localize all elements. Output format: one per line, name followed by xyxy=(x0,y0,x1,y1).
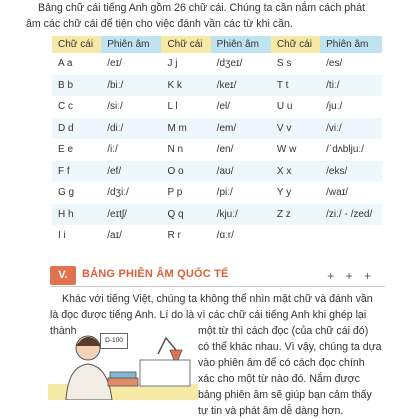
board-label: D-100 xyxy=(100,333,128,349)
phonetic-cell: /ˈdʌbljuː/ xyxy=(320,139,382,161)
table-row xyxy=(52,53,382,75)
letter-cell: N n xyxy=(161,139,210,161)
phonetic-cell: /siː/ xyxy=(101,96,161,118)
phonetic-cell: /ef/ xyxy=(101,161,161,183)
table-header-row xyxy=(52,36,382,53)
alphabet-table xyxy=(52,36,382,247)
section-number-badge: V. xyxy=(50,266,76,285)
student-illustration xyxy=(48,320,198,400)
phonetic-cell: /eks/ xyxy=(320,161,382,183)
letter-cell: M m xyxy=(161,118,210,140)
letter-cell: Q q xyxy=(161,204,210,226)
phonetic-cell: /ziː/ - /zed/ xyxy=(320,204,382,226)
letter-cell: D d xyxy=(52,118,101,140)
phonetic-cell: /aɪ/ xyxy=(101,225,161,247)
phonetic-cell: /el/ xyxy=(211,96,271,118)
phonetic-cell: /iː/ xyxy=(101,139,161,161)
header-phonetic-1: Phiên âm xyxy=(101,36,161,53)
letter-cell: J j xyxy=(161,53,210,75)
letter-cell: R r xyxy=(161,225,210,247)
phonetic-cell: /eɪ/ xyxy=(101,53,161,75)
table-row xyxy=(52,139,382,161)
letter-cell: F f xyxy=(52,161,101,183)
letter-cell: X x xyxy=(271,161,320,183)
letter-cell: A a xyxy=(52,53,101,75)
body-paragraph-1: Khác với tiếng Việt, chúng ta không thể nhìn mặt chữ và đánh vần là đọc được tiếng Anh. Lí do là vì các chữ cái tiếng Anh khi ghép lại thành xyxy=(50,293,373,337)
phonetic-cell: /es/ xyxy=(320,53,382,75)
letter-cell: L l xyxy=(161,96,210,118)
plus-decoration: + + + xyxy=(327,269,375,283)
table-row xyxy=(52,225,382,247)
section-title: BẢNG PHIÊN ÂM QUỐC TẾ xyxy=(82,268,229,280)
letter-cell: B b xyxy=(52,75,101,97)
body-paragraph-2: một từ thì cách đọc (của chữ cái đó) có thể khác nhau. Vì vậy, chúng ta dựa vào phiên âm để có cách đọc chính xác cho một từ nào đó. Nắm được bảng phiên âm sẽ giúp bạn cảm thấy tự tin và phát âm dễ dàng hơn. xyxy=(198,325,382,417)
header-letter-2: Chữ cái xyxy=(161,36,210,53)
header-letter-3: Chữ cái xyxy=(271,36,320,53)
phonetic-cell: /piː/ xyxy=(211,182,271,204)
table-row xyxy=(52,118,382,140)
letter-cell: Y y xyxy=(271,182,320,204)
section-divider xyxy=(50,286,385,287)
table-row xyxy=(52,75,382,97)
phonetic-cell: /juː/ xyxy=(320,96,382,118)
phonetic-cell: /en/ xyxy=(211,139,271,161)
table-row xyxy=(52,204,382,226)
letter-cell: U u xyxy=(271,96,320,118)
letter-cell: K k xyxy=(161,75,210,97)
phonetic-cell: /dʒeɪ/ xyxy=(211,53,271,75)
phonetic-cell: /kjuː/ xyxy=(211,204,271,226)
letter-cell: Z z xyxy=(271,204,320,226)
phonetic-cell: /viː/ xyxy=(320,118,382,140)
phonetic-cell: /tiː/ xyxy=(320,75,382,97)
phonetic-cell: /keɪ/ xyxy=(211,75,271,97)
letter-cell: H h xyxy=(52,204,101,226)
header-letter-1: Chữ cái xyxy=(52,36,101,53)
table-row xyxy=(52,182,382,204)
letter-cell xyxy=(271,225,320,247)
table-row xyxy=(52,161,382,183)
phonetic-cell: /aʊ/ xyxy=(211,161,271,183)
phonetic-cell: /em/ xyxy=(211,118,271,140)
letter-cell: I i xyxy=(52,225,101,247)
header-phonetic-3: Phiên âm xyxy=(320,36,382,53)
phonetic-cell: /eɪtʃ/ xyxy=(101,204,161,226)
table-row xyxy=(52,96,382,118)
letter-cell: E e xyxy=(52,139,101,161)
letter-cell: V v xyxy=(271,118,320,140)
letter-cell: W w xyxy=(271,139,320,161)
letter-cell: C c xyxy=(52,96,101,118)
letter-cell: S s xyxy=(271,53,320,75)
letter-cell: G g xyxy=(52,182,101,204)
letter-cell: T t xyxy=(271,75,320,97)
phonetic-cell: /waɪ/ xyxy=(320,182,382,204)
phonetic-cell: /dʒiː/ xyxy=(101,182,161,204)
section-header xyxy=(50,265,385,287)
phonetic-cell: /ɑːr/ xyxy=(211,225,271,247)
letter-cell: O o xyxy=(161,161,210,183)
phonetic-cell: /diː/ xyxy=(101,118,161,140)
intro-paragraph: Bảng chữ cái tiếng Anh gồm 26 chữ cái. Chúng ta cần nắm cách phát âm các chữ cái để tiện cho việc đánh vần các từ khi cần. xyxy=(26,2,365,30)
phonetic-cell xyxy=(320,225,382,247)
header-phonetic-2: Phiên âm xyxy=(211,36,271,53)
phonetic-cell: /biː/ xyxy=(101,75,161,97)
letter-cell: P p xyxy=(161,182,210,204)
